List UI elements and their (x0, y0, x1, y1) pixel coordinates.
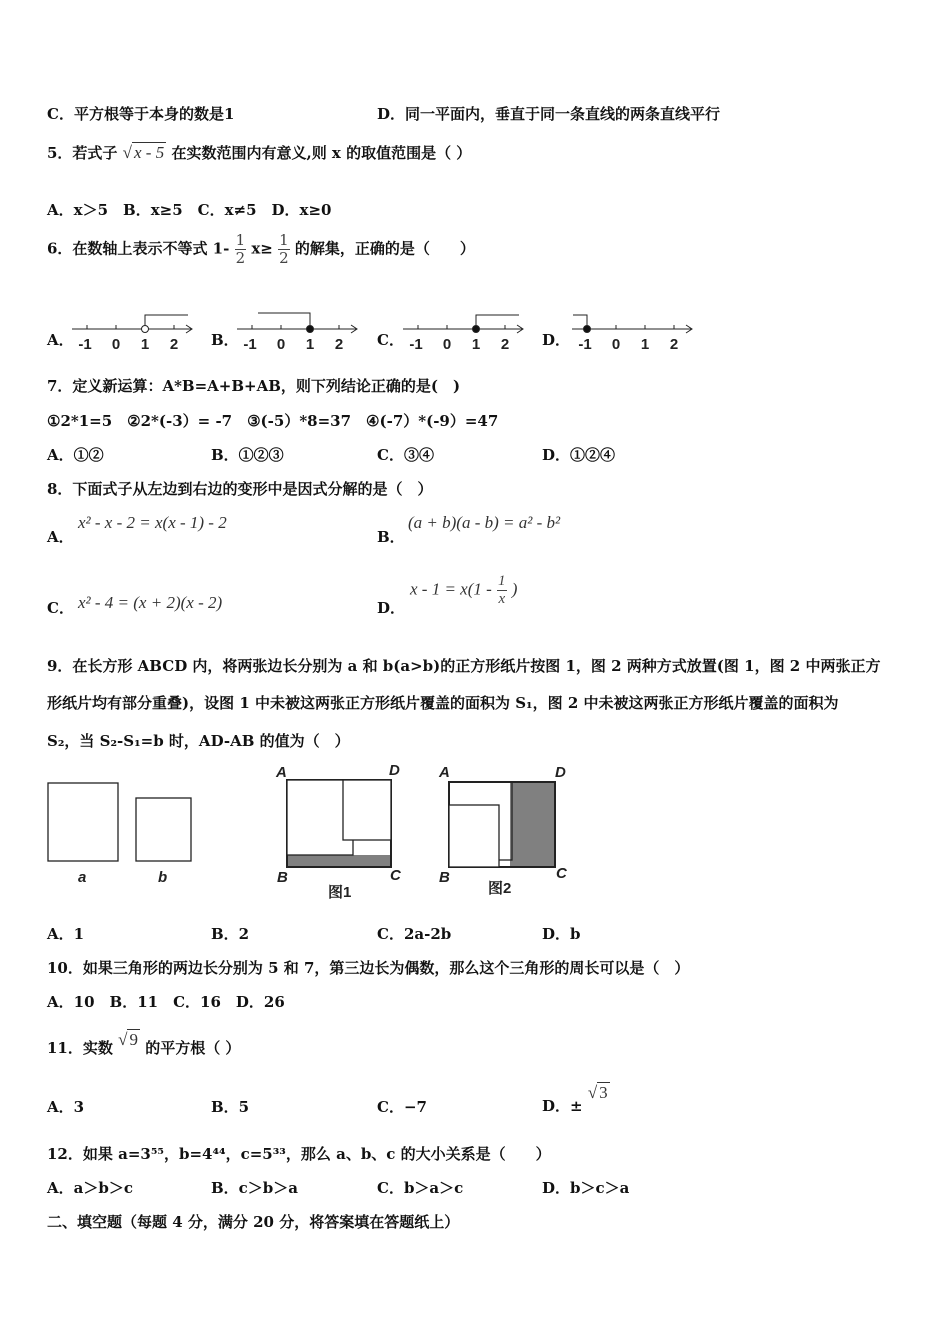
numline-b (237, 313, 357, 333)
q9-line1: 9．在长方形 ABCD 内，将两张边长分别为 a 和 b(a>b)的正方形纸片按图 1，图 2 两种方式放置(图 1，图 2 中两张正方 (47, 657, 881, 675)
tick-label: 1 (140, 336, 150, 353)
q7-stem: 7．定义新运算：A*B=A+B+AB，则下列结论正确的是( ) (47, 377, 461, 395)
q8-expr-d (410, 573, 517, 608)
q9-line3: S₂，当 S₂-S₁=b 时，AD-AB 的值为（ ） (47, 732, 350, 750)
q9-figures (0, 755, 950, 905)
q8-stem: 8．下面式子从左边到右边的变形中是因式分解的是（ ） (47, 480, 433, 498)
q8-label-c: C． (47, 599, 74, 617)
q11-option-d-label: D．± (542, 1097, 583, 1115)
q8-expr-d-pre: x - 1 = x(1 - (410, 579, 492, 599)
q7-option-a: A．①② (47, 446, 104, 464)
q6-fraction (235, 232, 247, 267)
figure-1 (287, 780, 391, 867)
fig1-corner-b: B (277, 869, 288, 886)
section-2-heading: 二、填空题（每题 4 分，满分 20 分，将答案填在答题纸上） (47, 1213, 460, 1231)
q9-line2: 形纸片均有部分重叠)，设图 1 中未被这两张正方形纸片覆盖的面积为 S₁，图 2 中未被这两张正方形纸片覆盖的面积为 (47, 694, 839, 712)
tick-label: 0 (442, 336, 452, 353)
q8-label-d: D． (377, 599, 406, 617)
q6-frac2-num: 1 (279, 231, 289, 249)
tick-label: 1 (640, 336, 650, 353)
q6-stem (47, 232, 475, 267)
q8-d-fraction (497, 573, 507, 608)
q9-option-d: D．b (542, 925, 581, 943)
q8-d-den: x (498, 591, 506, 607)
q11-stem-pre: 11．实数 (47, 1039, 113, 1057)
q11-option-d (542, 1083, 610, 1116)
q7-option-c: C．③④ (377, 446, 434, 464)
fig1-caption: 图1 (328, 884, 352, 901)
closed-dot (584, 326, 591, 333)
q11-d-radicand: 3 (599, 1083, 608, 1102)
fig1-corner-d: D (389, 762, 400, 779)
q6-stem-post: 的解集，正确的是（ ） (294, 239, 475, 258)
tick-label: 0 (111, 336, 121, 353)
q6-label-c: C． (377, 331, 404, 349)
q10-stem: 10．如果三角形的两边长分别为 5 和 7，第三边长为偶数，那么这个三角形的周长可以是（ ） (47, 959, 690, 977)
q11-d-sqrt: √ 3 (587, 1083, 608, 1102)
closed-dot (473, 326, 480, 333)
q6-label-b: B． (211, 331, 239, 349)
fig2-caption: 图2 (488, 880, 512, 897)
tick-label: 1 (471, 336, 481, 353)
tick-label: -1 (78, 336, 92, 353)
q6-label-d: D． (542, 331, 571, 349)
q12-stem: 12．如果 a=3⁵⁵，b=4⁴⁴，c=5³³，那么 a、b、c 的大小关系是（ ） (47, 1145, 551, 1163)
tick-label: 0 (611, 336, 621, 353)
q5-stem-pre: 5．若式子 (47, 144, 118, 162)
q11-option-b: B．5 (211, 1098, 250, 1116)
q12-option-a: A．a＞b＞c (47, 1179, 133, 1197)
fig2-corner-a: A (439, 764, 450, 781)
fig1-corner-c: C (390, 867, 401, 884)
open-dot (142, 326, 149, 333)
q5-stem (47, 142, 471, 163)
tick-label: -1 (578, 336, 592, 353)
q10-options: A．10 B．11 C．16 D．26 (47, 993, 285, 1011)
fig1-corner-a: A (276, 764, 287, 781)
q7-items: ①2*1=5 ②2*(-3）= -7 ③(-5）*8=37 ④(-7）*(-9）=47 (47, 412, 499, 430)
q9-option-b: B．2 (211, 925, 250, 943)
q6-frac2-den: 2 (279, 249, 289, 267)
q4-option-d: D．同一平面内，垂直于同一条直线的两条直线平行 (377, 105, 721, 123)
q6-frac-num: 1 (235, 231, 246, 249)
q11-radicand: 9 (129, 1030, 138, 1049)
tick-label: 2 (169, 336, 179, 353)
fig2-corner-d: D (555, 764, 566, 781)
q11-stem (47, 1030, 240, 1058)
q6-stem-mid: x≥ (251, 239, 273, 258)
q6-number-lines (0, 305, 950, 360)
closed-dot (307, 326, 314, 333)
figure-2 (449, 782, 555, 867)
q12-option-c: C．b＞a＞c (377, 1179, 464, 1197)
q11-option-c: C．−7 (377, 1098, 427, 1116)
fig-label-b: b (158, 869, 168, 886)
q5-sqrt: √ x - 5 (122, 143, 165, 162)
tick-label: 2 (500, 336, 510, 353)
q8-expr-b: (a + b)(a - b) = a² - b² (408, 513, 561, 532)
fig1-square-b (343, 780, 391, 840)
q6-stem-pre: 6．在数轴上表示不等式 1- (47, 239, 230, 258)
q8-expr-d-post: ) (511, 579, 518, 599)
q4-option-c: C．平方根等于本身的数是1 (47, 105, 235, 123)
numline-a (72, 315, 192, 333)
q8-expr-a: x² - x - 2 = x(x - 1) - 2 (78, 513, 227, 532)
square-a (48, 783, 118, 861)
numline-c (403, 315, 523, 333)
q8-expr-c: x² - 4 = (x + 2)(x - 2) (78, 593, 223, 612)
q5-radicand: x - 5 (134, 143, 165, 162)
q6-fraction-2 (278, 232, 290, 267)
q9-option-c: C．2a-2b (377, 925, 452, 943)
tick-label: 0 (276, 336, 286, 353)
q9-option-a: A．1 (47, 925, 85, 943)
fig-label-a: a (78, 869, 87, 886)
square-b (136, 798, 191, 861)
q8-d-num: 1 (498, 573, 506, 589)
tick-label: -1 (243, 336, 257, 353)
q11-stem-post: 的平方根（ ） (145, 1039, 241, 1057)
q8-label-b: B． (377, 528, 405, 546)
fig2-corner-b: B (439, 869, 450, 886)
fig2-square-b (449, 805, 499, 867)
q8-label-a: A． (47, 528, 74, 546)
q7-option-b: B．①②③ (211, 446, 284, 464)
q6-label-a: A． (47, 331, 74, 349)
tick-label: 2 (669, 336, 679, 353)
q11-option-a: A．3 (47, 1098, 85, 1116)
tick-label: 1 (305, 336, 315, 353)
fig2-corner-c: C (556, 865, 567, 882)
q12-option-d: D．b＞c＞a (542, 1179, 630, 1197)
q11-sqrt: √ 9 (118, 1030, 138, 1049)
tick-label: -1 (409, 336, 423, 353)
q5-stem-post: 在实数范围内有意义,则 x 的取值范围是（ ） (171, 144, 472, 162)
q6-frac-den: 2 (235, 249, 246, 267)
q12-option-b: B．c＞b＞a (211, 1179, 299, 1197)
tick-label: 2 (334, 336, 344, 353)
numline-d (572, 315, 692, 333)
q7-option-d: D．①②④ (542, 446, 616, 464)
q5-options: A．x＞5 B．x≥5 C．x≠5 D．x≥0 (47, 201, 332, 219)
